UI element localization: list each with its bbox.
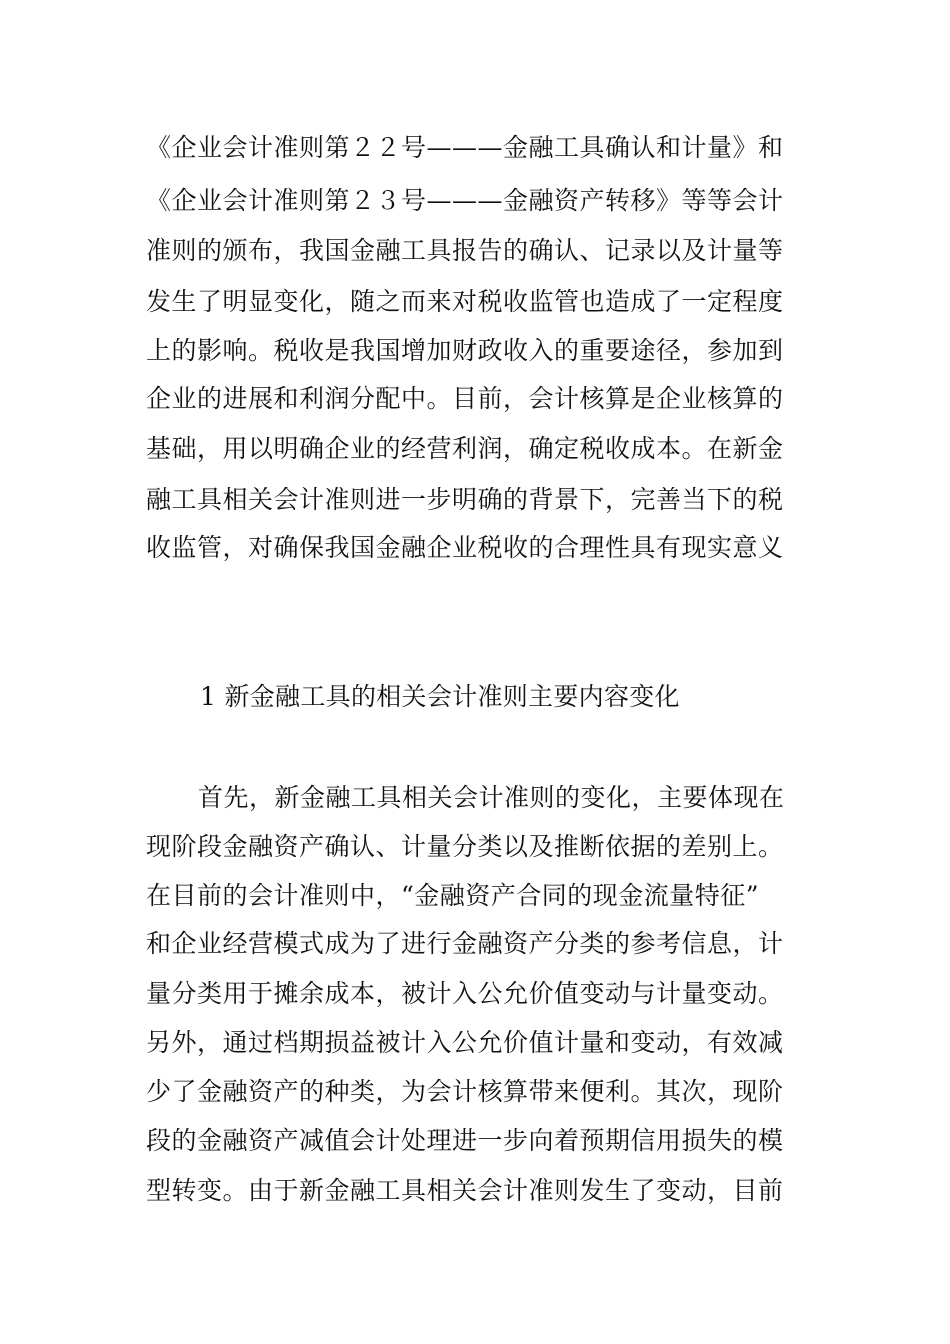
paragraph-1-line-6: 企业的进展和利润分配中。目前，会计核算是企业核算的	[146, 384, 784, 413]
paragraph-2-line-1: 首先，新金融工具相关会计准则的变化，主要体现在	[198, 783, 785, 812]
paragraph-1-line-5: 上的影响。税收是我国增加财政收入的重要途径，参加到	[146, 336, 784, 365]
paragraph-2-line-6: 另外，通过档期损益被计入公允价值计量和变动，有效减	[146, 1028, 784, 1057]
paragraph-2-line-9: 型转变。由于新金融工具相关会计准则发生了变动，目前	[146, 1176, 784, 1205]
paragraph-1-line-2: 《企业会计准则第２３号———金融资产转移》等等会计	[146, 186, 784, 215]
paragraph-2-line-4: 和企业经营模式成为了进行金融资产分类的参考信息，计	[146, 929, 784, 958]
paragraph-2-line-7: 少了金融资产的种类，为会计核算带来便利。其次，现阶	[146, 1077, 784, 1106]
paragraph-2-line-3: 在目前的会计准则中，“金融资产合同的现金流量特征”	[146, 881, 760, 910]
paragraph-2-line-2: 现阶段金融资产确认、计量分类以及推断依据的差别上。	[146, 832, 784, 861]
paragraph-2-line-5: 量分类用于摊余成本，被计入公允价值变动与计量变动。	[146, 979, 784, 1008]
paragraph-1-line-4: 发生了明显变化，随之而来对税收监管也造成了一定程度	[146, 287, 784, 316]
paragraph-1-line-9: 收监管，对确保我国金融企业税收的合理性具有现实意义	[146, 533, 784, 562]
paragraph-1-line-3: 准则的颁布，我国金融工具报告的确认、记录以及计量等	[146, 236, 784, 265]
paragraph-1-line-7: 基础，用以明确企业的经营利润，确定税收成本。在新金	[146, 434, 784, 463]
paragraph-2-line-8: 段的金融资产减值会计处理进一步向着预期信用损失的模	[146, 1126, 784, 1155]
paragraph-1-line-8: 融工具相关会计准则进一步明确的背景下，完善当下的税	[146, 485, 784, 514]
section-heading: 1 新金融工具的相关会计准则主要内容变化	[200, 682, 680, 711]
paragraph-1-line-1: 《企业会计准则第２２号———金融工具确认和计量》和	[146, 133, 784, 162]
